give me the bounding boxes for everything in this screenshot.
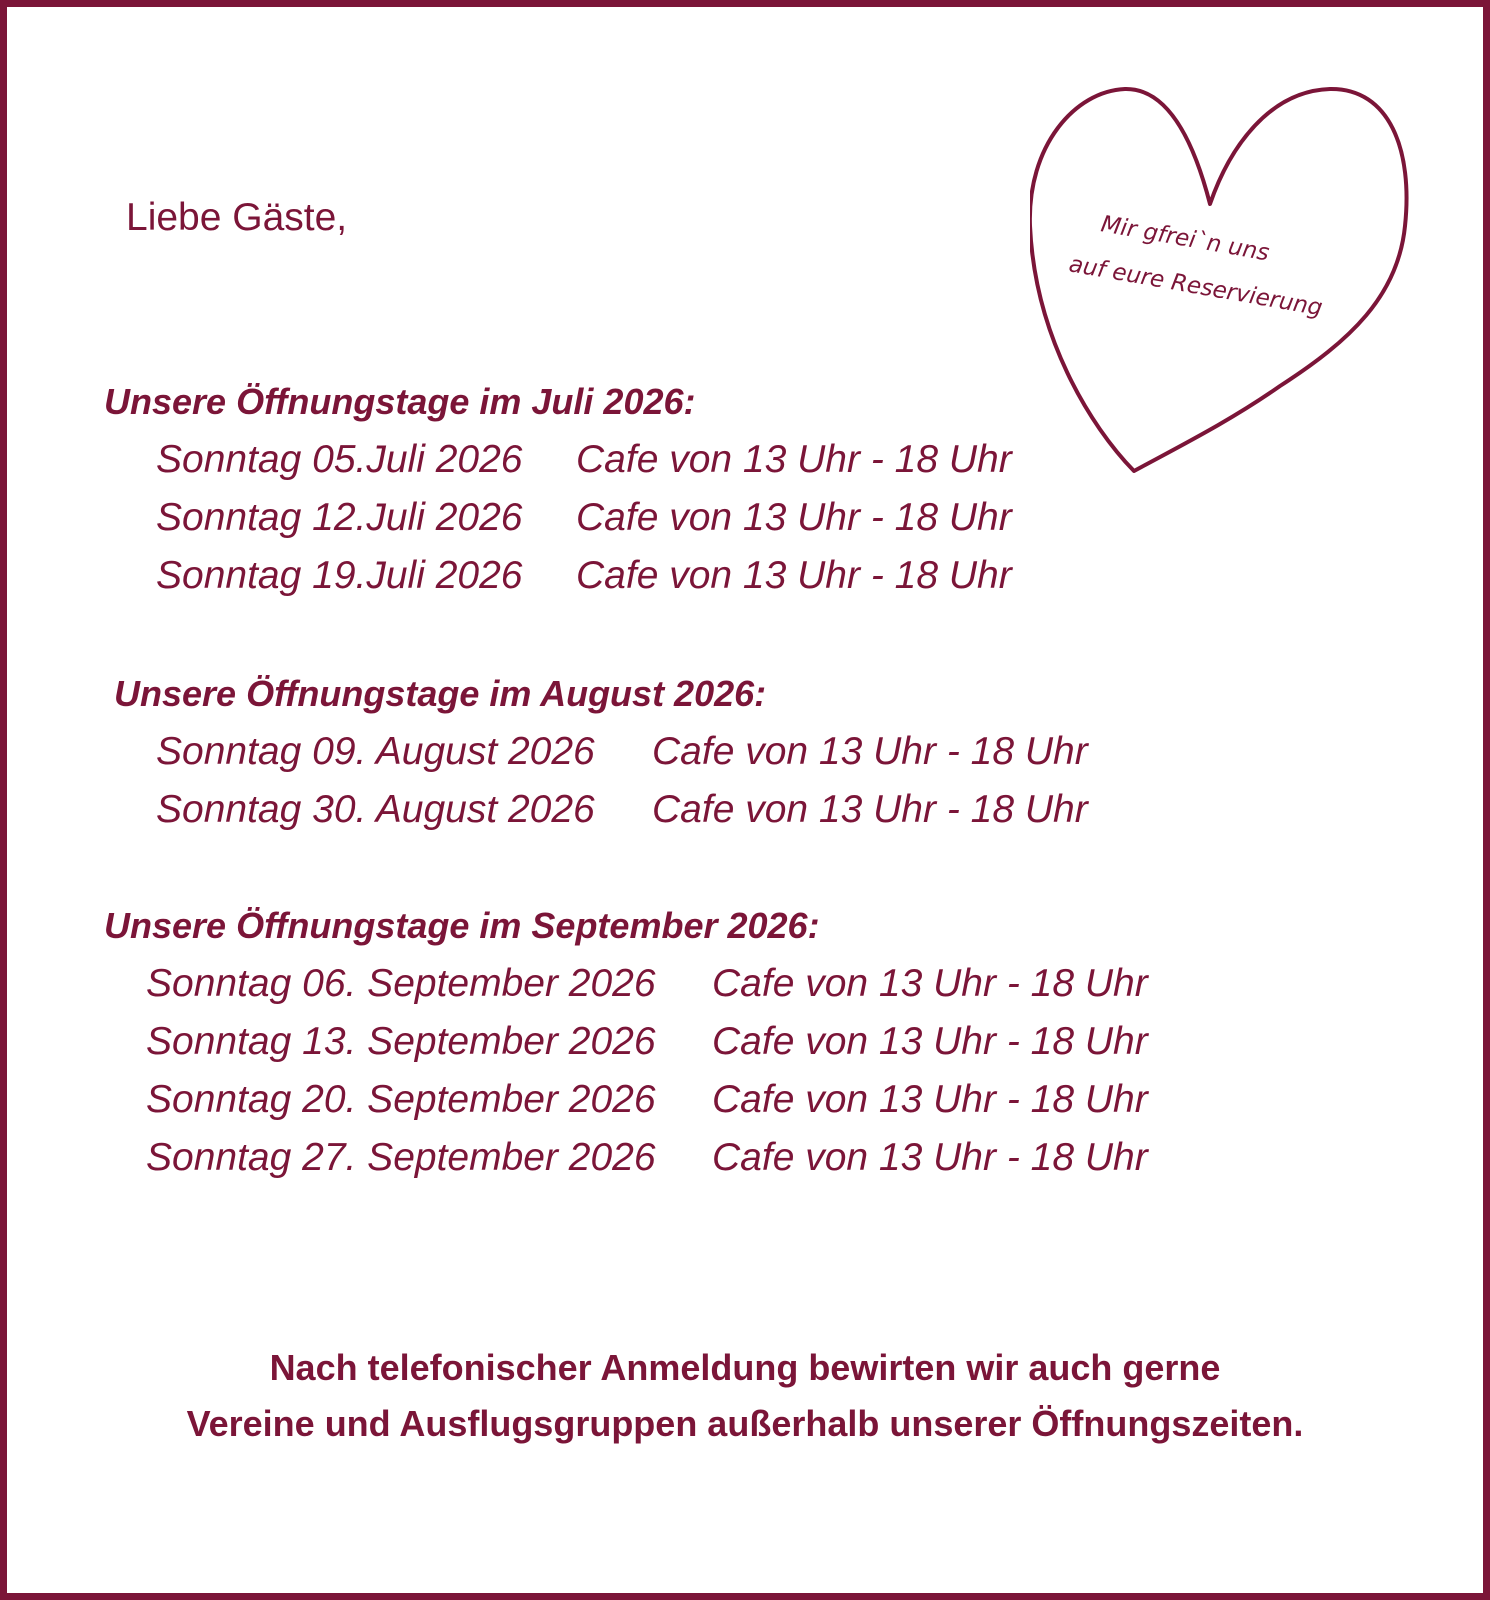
schedule-hours: Cafe von 13 Uhr - 18 Uhr: [652, 730, 1088, 773]
schedule-hours: Cafe von 13 Uhr - 18 Uhr: [712, 1078, 1148, 1121]
group-booking-note-line2: Vereine und Ausflugsgruppen außerhalb unserer Öffnungszeiten.: [186, 1403, 1304, 1444]
schedule-date: Sonntag 09. August 2026: [156, 730, 595, 773]
schedule-date: Sonntag 06. September 2026: [146, 962, 656, 1005]
schedule-date: Sonntag 13. September 2026: [146, 1020, 656, 1063]
schedule-hours: Cafe von 13 Uhr - 18 Uhr: [652, 788, 1088, 831]
schedule-date: Sonntag 20. September 2026: [146, 1078, 656, 1121]
schedule-date: Sonntag 30. August 2026: [156, 788, 595, 831]
schedule-hours: Cafe von 13 Uhr - 18 Uhr: [576, 438, 1012, 481]
heart-text-line1: Mir gfrei`n uns: [1098, 211, 1272, 267]
schedule-hours: Cafe von 13 Uhr - 18 Uhr: [576, 554, 1012, 597]
greeting: Liebe Gäste,: [126, 196, 348, 239]
heart-text-line2: auf eure Reservierung: [1066, 251, 1325, 322]
schedule-hours: Cafe von 13 Uhr - 18 Uhr: [712, 1020, 1148, 1063]
schedule-date: Sonntag 12.Juli 2026: [156, 496, 523, 539]
section-heading-september: Unsere Öffnungstage im September 2026:: [104, 905, 820, 946]
schedule-date: Sonntag 05.Juli 2026: [156, 438, 523, 481]
section-heading-august: Unsere Öffnungstage im August 2026:: [114, 673, 767, 714]
section-heading-july: Unsere Öffnungstage im Juli 2026:: [104, 381, 696, 422]
schedule-hours: Cafe von 13 Uhr - 18 Uhr: [712, 962, 1148, 1005]
schedule-date: Sonntag 19.Juli 2026: [156, 554, 523, 597]
group-booking-note-line1: Nach telefonischer Anmeldung bewirten wir auch gerne: [269, 1347, 1221, 1388]
heart-outline-icon: [1030, 86, 1420, 486]
schedule-hours: Cafe von 13 Uhr - 18 Uhr: [576, 496, 1012, 539]
schedule-hours: Cafe von 13 Uhr - 18 Uhr: [712, 1136, 1148, 1179]
schedule-date: Sonntag 27. September 2026: [146, 1136, 656, 1179]
